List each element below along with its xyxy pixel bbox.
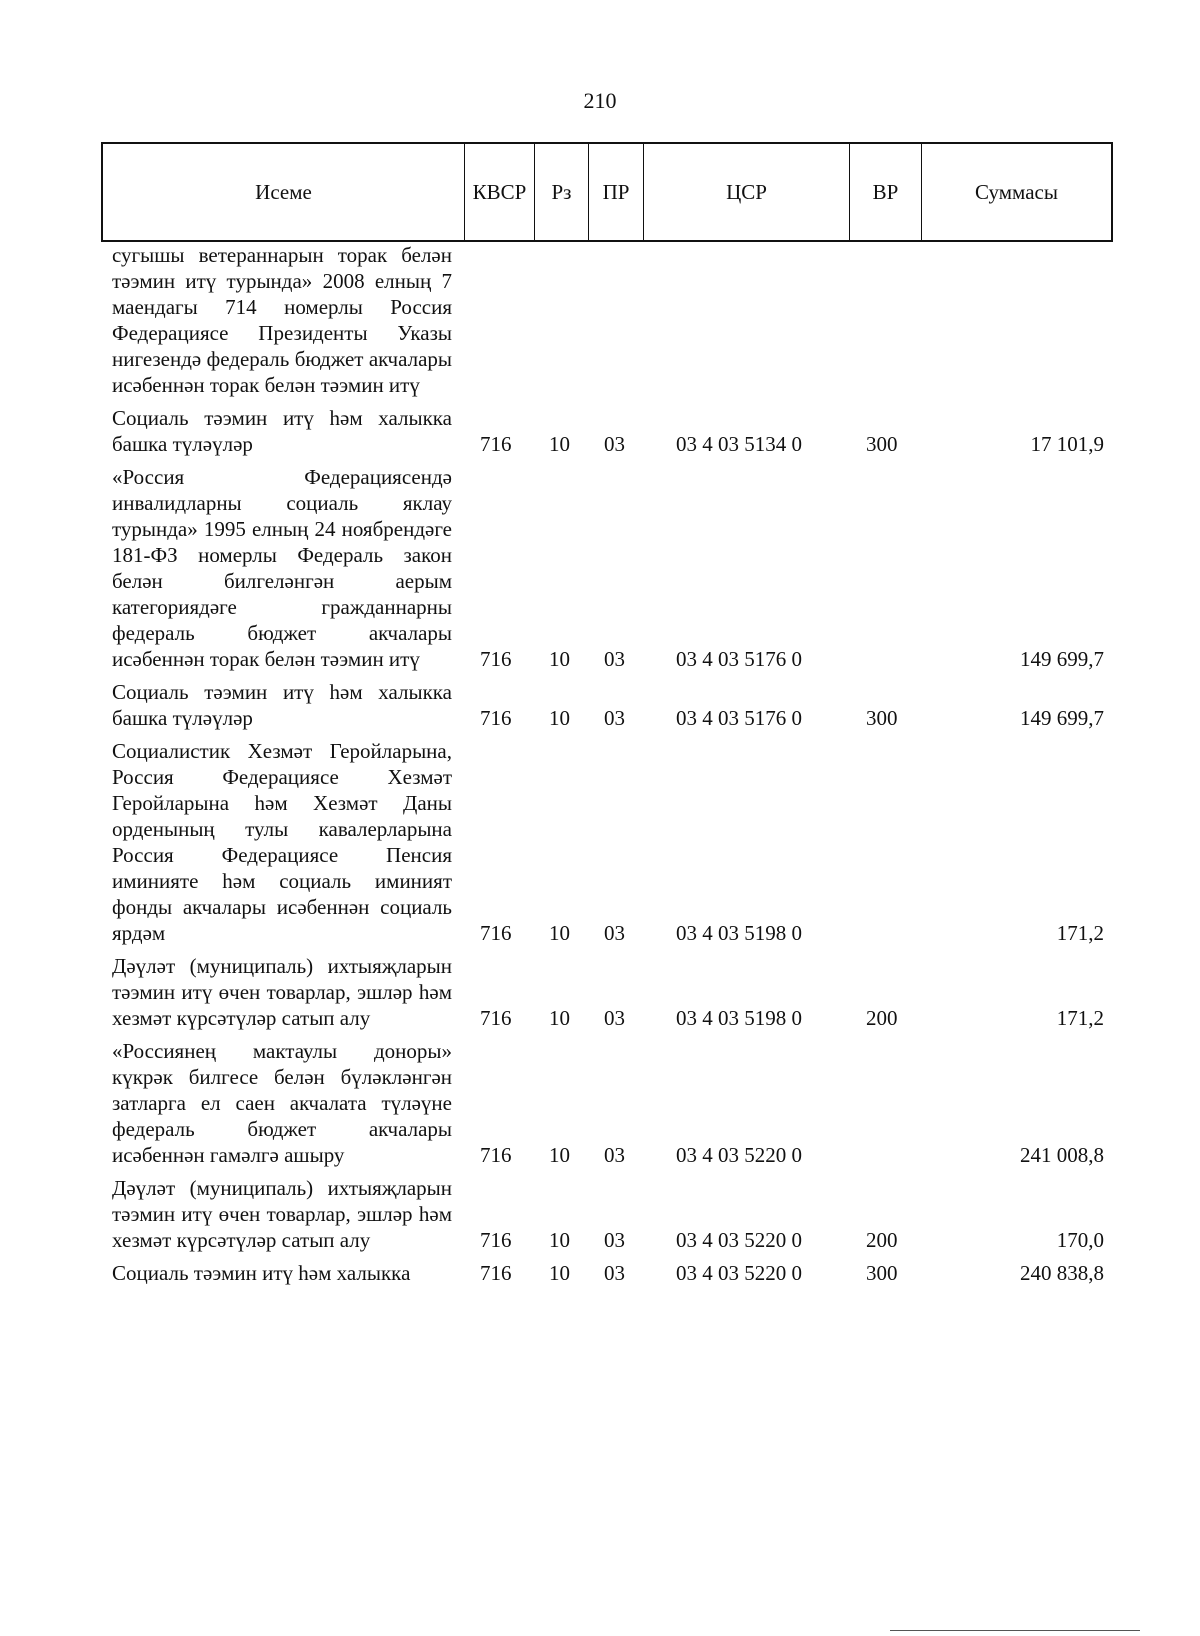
row-vr: 300 [866,1261,898,1285]
row-csr: 03 4 03 5220 0 [676,1261,802,1285]
row-name: Дәүләт (муниципаль) ихтыяҗларын тәэмин итү өчен товарлар, эшләр һәм хезмәт күрсәтүләр сатып алу [112,1176,452,1252]
table-row [0,1175,1200,1253]
row-name: Социаль тәэмин итү һәм халыкка башка түләүләр [112,406,452,456]
header-kvsr: КВСР [465,144,535,240]
row-pr: 03 [604,1143,625,1167]
header-pr: ПР [589,144,644,240]
row-rz: 10 [549,1143,570,1167]
page-number: 210 [583,88,617,113]
row-kvsr: 716 [480,921,512,945]
row-kvsr: 716 [480,1228,512,1252]
row-pr: 03 [604,1006,625,1030]
row-rz: 10 [549,647,570,671]
header-name: Исеме [103,144,465,240]
row-csr: 03 4 03 5176 0 [676,647,802,671]
row-sum: 241 008,8 [1020,1143,1104,1167]
row-pr: 03 [604,706,625,730]
row-name: Социаль тәэмин итү һәм халыкка [112,1261,411,1285]
row-pr: 03 [604,1228,625,1252]
row-rz: 10 [549,1006,570,1030]
table-row [0,1260,1200,1286]
table-row [0,738,1200,946]
row-csr: 03 4 03 5198 0 [676,1006,802,1030]
row-csr: 03 4 03 5220 0 [676,1228,802,1252]
row-vr: 200 [866,1228,898,1252]
row-kvsr: 716 [480,647,512,671]
row-kvsr: 716 [480,1006,512,1030]
row-vr: 300 [866,432,898,456]
row-vr: 300 [866,706,898,730]
row-sum: 17 101,9 [1030,432,1104,456]
row-sum: 149 699,7 [1020,647,1104,671]
table-row [0,464,1200,672]
row-kvsr: 716 [480,706,512,730]
row-kvsr: 716 [480,1143,512,1167]
row-rz: 10 [549,921,570,945]
header-vr: ВР [850,144,922,240]
row-sum: 170,0 [1056,1228,1104,1252]
table-row [0,405,1200,457]
row-name: сугышы ветераннарын торак белән тәэмин итү турында» 2008 елның 7 маендагы 714 номерлы Россия Федерациясе Президенты Указы нигезендә федераль бюджет акчалары исәбеннән торак белән тәэмин итү [112,243,452,397]
table-header [101,142,1113,242]
row-pr: 03 [604,647,625,671]
row-pr: 03 [604,1261,625,1285]
row-csr: 03 4 03 5134 0 [676,432,802,456]
table-row [0,953,1200,1031]
row-name: «Россиянең мактаулы доноры» күкрәк билгесе белән бүләкләнгән затларга ел саен акчалата түләүне федераль бюджет акчалары исәбеннән гамәлгә ашыру [112,1039,452,1167]
row-rz: 10 [549,1228,570,1252]
row-sum: 171,2 [1056,1006,1104,1030]
row-name: Социаль тәэмин итү һәм халыкка башка түләүләр [112,680,452,730]
table-row [0,1038,1200,1168]
row-csr: 03 4 03 5198 0 [676,921,802,945]
row-name: «Россия Федерациясендә инвалидларны социаль яклау турында» 1995 елның 24 ноябрендәге 181-ФЗ номерлы Федераль закон белән билгеләнгән аерым категориядәге гражданнарны федераль бюджет акчалары исәбеннән торак белән тәэмин итү [112,465,452,671]
row-rz: 10 [549,432,570,456]
header-rz: Рз [535,144,589,240]
row-rz: 10 [549,706,570,730]
table-row [0,242,1200,398]
row-csr: 03 4 03 5176 0 [676,706,802,730]
row-sum: 149 699,7 [1020,706,1104,730]
table-body [0,242,1200,1293]
row-pr: 03 [604,921,625,945]
row-vr: 200 [866,1006,898,1030]
row-csr: 03 4 03 5220 0 [676,1143,802,1167]
header-csr: ЦСР [644,144,850,240]
row-pr: 03 [604,432,625,456]
row-sum: 240 838,8 [1020,1261,1104,1285]
row-kvsr: 716 [480,1261,512,1285]
footer-divider [890,1630,1140,1631]
row-sum: 171,2 [1056,921,1104,945]
row-name: Социалистик Хезмәт Геройларына, Россия Федерациясе Хезмәт Геройларына һәм Хезмәт Даны орденының тулы кавалерларына Россия Федерациясе Пенсия иминияте һәм социаль иминият фонды акчалары исәбеннән социаль ярдәм [112,739,452,945]
header-sum: Суммасы [975,179,1058,204]
table-row [0,679,1200,731]
row-name: Дәүләт (муниципаль) ихтыяҗларын тәэмин итү өчен товарлар, эшләр һәм хезмәт күрсәтүләр сатып алу [112,954,452,1030]
row-kvsr: 716 [480,432,512,456]
row-rz: 10 [549,1261,570,1285]
